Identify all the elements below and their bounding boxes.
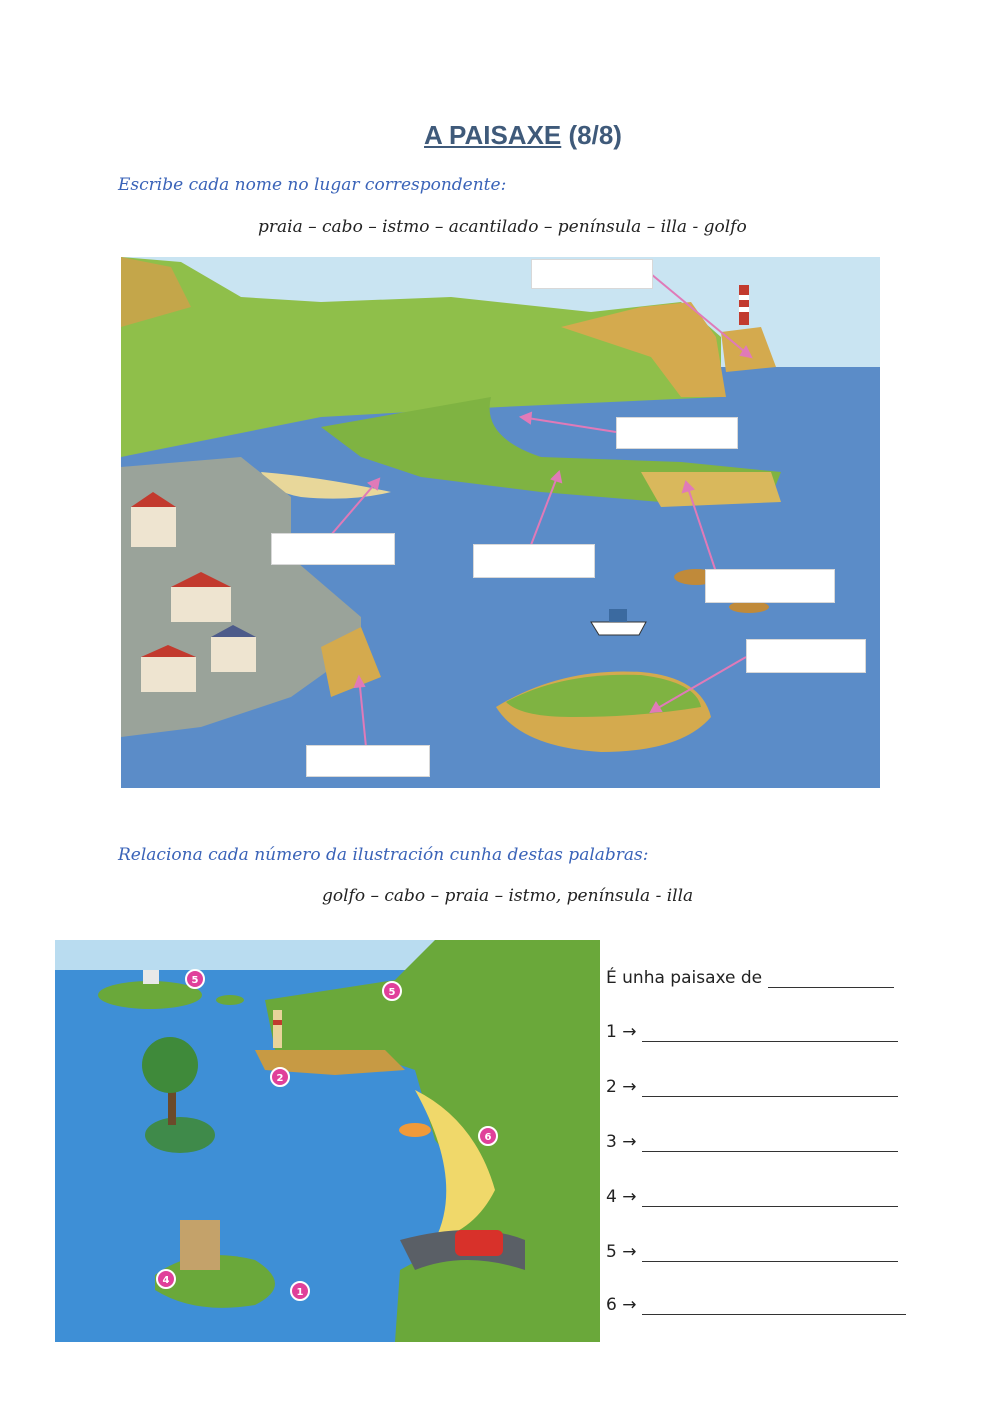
title-suffix: (8/8): [568, 120, 622, 150]
arrow-icon: →: [622, 1077, 637, 1097]
landscape-answer-line[interactable]: [768, 973, 894, 988]
marker-5a: 5: [191, 975, 199, 986]
answer-row: [606, 1242, 898, 1262]
page-title: [0, 120, 1000, 151]
marker-5b: 5: [388, 987, 396, 998]
label-box-golfo[interactable]: [616, 417, 738, 449]
answer-number: 3: [606, 1132, 617, 1152]
exercise2-instruction: Relaciona cada número da ilustración cunha destas palabras:: [118, 845, 649, 865]
answer-number: 4: [606, 1187, 617, 1207]
arrow-icon: →: [622, 1242, 637, 1262]
answer-row: [606, 1077, 898, 1097]
marker-6: 6: [484, 1132, 492, 1143]
label-box-cabo[interactable]: [306, 745, 430, 777]
label-box-acantilado[interactable]: [531, 259, 653, 289]
landscape-question: [606, 968, 894, 988]
answer-row: [606, 1295, 906, 1315]
answer-line-3[interactable]: [642, 1137, 898, 1152]
marker-1: 1: [296, 1287, 304, 1298]
exercise1-word-bank: praia – cabo – istmo – acantilado – península – illa - golfo: [258, 217, 747, 237]
answer-line-1[interactable]: [642, 1027, 898, 1042]
title-main: A PAISAXE: [424, 120, 562, 150]
arrow-icon: →: [622, 1187, 637, 1207]
marker-2: 2: [276, 1073, 284, 1084]
label-box-praia[interactable]: [271, 533, 395, 565]
label-box-peninsula[interactable]: [705, 569, 835, 603]
answer-line-4[interactable]: [642, 1192, 898, 1207]
exercise2-word-bank: golfo – cabo – praia – istmo, península - illa: [322, 886, 694, 906]
arrow-icon: →: [622, 1295, 637, 1315]
marker-4: 4: [162, 1275, 170, 1286]
answer-row: [606, 1187, 898, 1207]
answer-number: 5: [606, 1242, 617, 1262]
label-box-illa[interactable]: [746, 639, 866, 673]
answer-line-5[interactable]: [642, 1247, 898, 1262]
answer-line-6[interactable]: [642, 1300, 906, 1315]
arrow-icon: →: [622, 1022, 637, 1042]
coast-illustration: [121, 257, 880, 788]
answer-line-2[interactable]: [642, 1082, 898, 1097]
answer-number: 2: [606, 1077, 617, 1097]
answer-number: 1: [606, 1022, 617, 1042]
answer-row: [606, 1132, 898, 1152]
landscape-prompt: É unha paisaxe de: [606, 968, 763, 988]
answer-row: [606, 1022, 898, 1042]
label-box-istmo[interactable]: [473, 544, 595, 578]
bay-illustration: [55, 940, 600, 1342]
exercise1-instruction: Escribe cada nome no lugar correspondente:: [118, 175, 507, 195]
arrow-icon: →: [622, 1132, 637, 1152]
answer-number: 6: [606, 1295, 617, 1315]
